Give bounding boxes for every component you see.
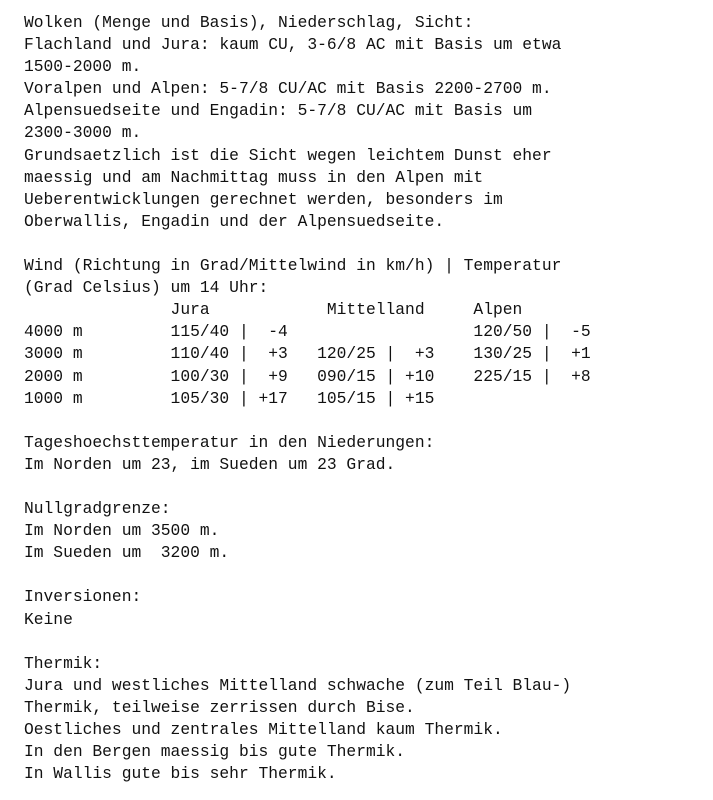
wind-temp-row: 2000 m 100/30 | +9 090/15 | +10 225/15 | +8 (24, 366, 591, 386)
max-temp-heading: Tageshoechsttemperatur in den Niederungen: (24, 432, 435, 452)
thermals-line: Thermik, teilweise zerrissen durch Bise. (24, 697, 415, 717)
clouds-heading: Wolken (Menge und Basis), Niederschlag, Sicht: (24, 13, 474, 32)
clouds-line: Grundsaetzlich ist die Sicht wegen leichtem Dunst eher (24, 145, 552, 165)
wind-temp-heading: (Grad Celsius) um 14 Uhr: (24, 278, 269, 298)
clouds-line: 1500-2000 m. (24, 57, 142, 77)
wind-temp-heading: Wind (Richtung in Grad/Mittelwind in km/h) | Temperatur (24, 256, 562, 276)
max-temperature-section (24, 432, 704, 476)
clouds-line: Flachland und Jura: kaum CU, 3-6/8 AC mit Basis um etwa (24, 35, 562, 55)
inversions-section (24, 586, 704, 630)
clouds-line: Alpensuedseite und Engadin: 5-7/8 CU/AC mit Basis um (24, 101, 533, 121)
wind-temp-row: 4000 m 115/40 | -4 120/50 | -5 (24, 322, 591, 342)
clouds-line: 2300-3000 m. (24, 123, 142, 143)
clouds-section (24, 12, 704, 233)
spacer (24, 233, 704, 255)
freezing-level-line: Im Norden um 3500 m. (24, 521, 220, 541)
thermals-line: Jura und westliches Mittelland schwache (zum Teil Blau-) (24, 675, 572, 695)
thermals-line: In den Bergen maessig bis gute Thermik. (24, 742, 406, 762)
wind-temp-row: 1000 m 105/30 | +17 105/15 | +15 (24, 388, 435, 408)
clouds-line: Ueberentwicklungen gerechnet werden, besonders im (24, 189, 503, 209)
spacer (24, 631, 704, 653)
wind-temp-column-header: Jura Mittelland Alpen (24, 300, 523, 320)
thermals-line: Oestliches und zentrales Mittelland kaum Thermik. (24, 720, 503, 739)
spacer (24, 410, 704, 432)
inversions-heading: Inversionen: (24, 587, 142, 607)
freezing-level-section (24, 498, 704, 564)
clouds-line: Oberwallis, Engadin und der Alpensuedseite. (24, 211, 445, 231)
inversions-line: Keine (24, 609, 73, 629)
thermals-section (24, 653, 704, 786)
thermals-heading: Thermik: (24, 653, 103, 673)
max-temp-line: Im Norden um 23, im Sueden um 23 Grad. (24, 454, 396, 474)
clouds-line: maessig und am Nachmittag muss in den Alpen mit (24, 167, 484, 187)
spacer (24, 476, 704, 498)
freezing-level-line: Im Sueden um 3200 m. (24, 543, 230, 563)
freezing-level-heading: Nullgradgrenze: (24, 499, 171, 519)
forecast-document (24, 12, 704, 785)
spacer (24, 564, 704, 586)
wind-temp-row: 3000 m 110/40 | +3 120/25 | +3 130/25 | +1 (24, 344, 591, 364)
wind-temperature-section (24, 255, 704, 410)
thermals-line: In Wallis gute bis sehr Thermik. (24, 764, 337, 784)
clouds-line: Voralpen und Alpen: 5-7/8 CU/AC mit Basis 2200-2700 m. (24, 79, 552, 99)
